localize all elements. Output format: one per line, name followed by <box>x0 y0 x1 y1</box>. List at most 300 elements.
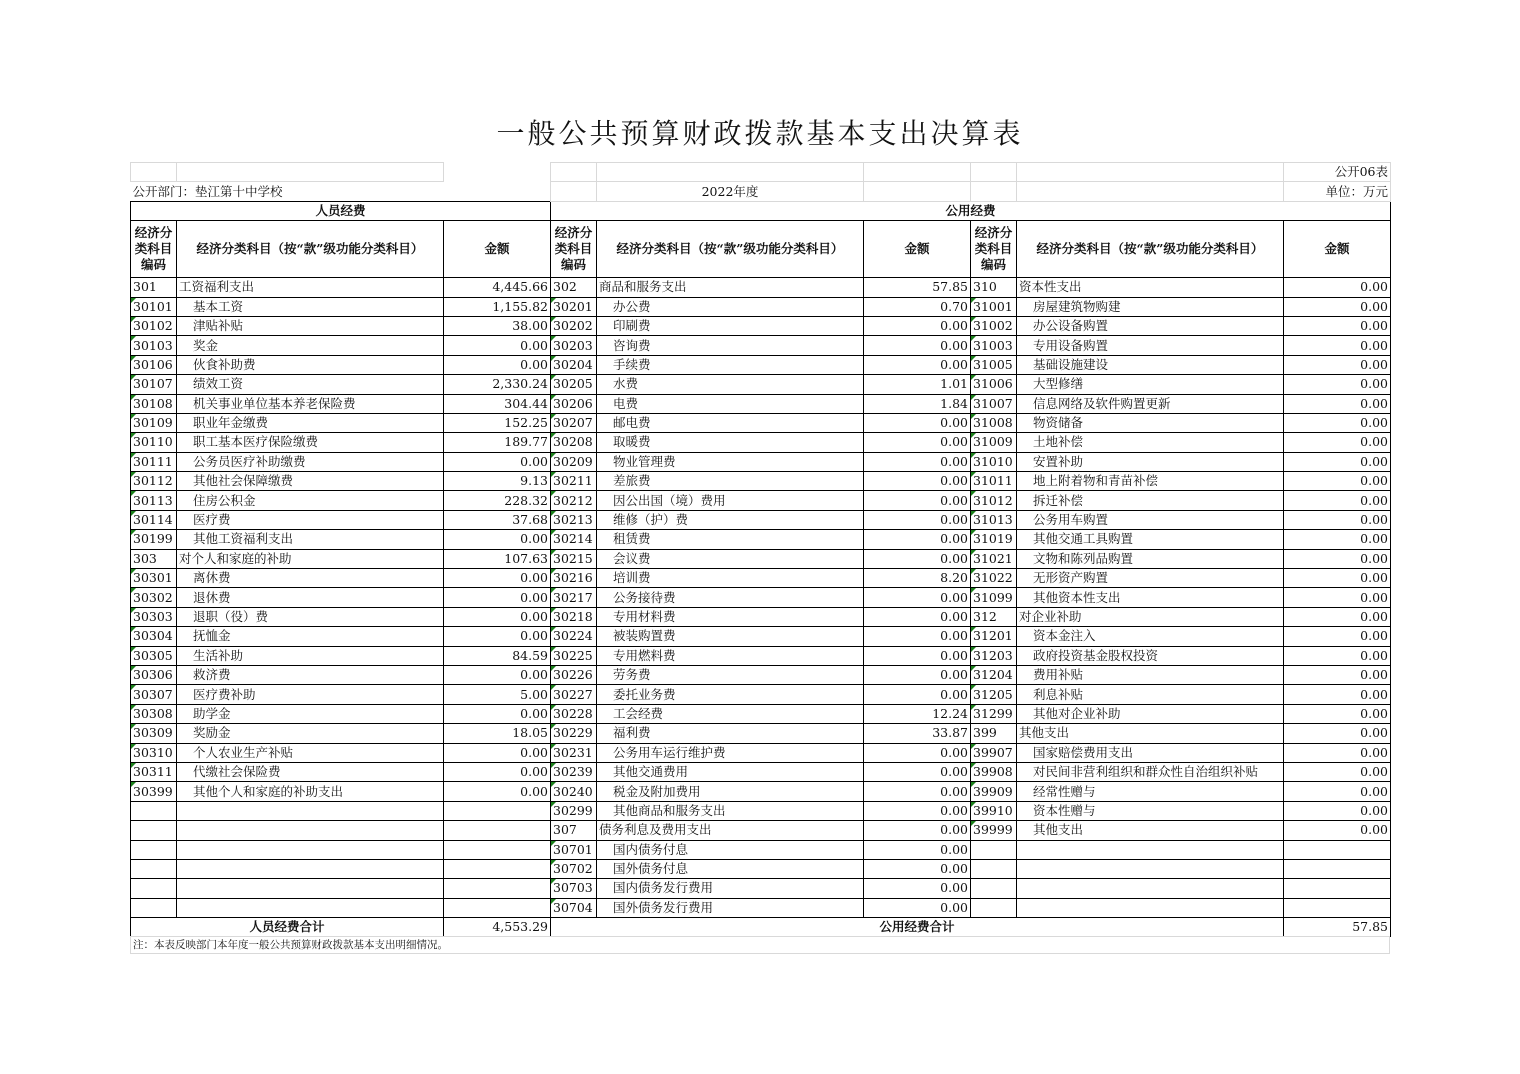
item-name: 基本工资 <box>177 297 444 316</box>
table-row <box>131 472 1391 491</box>
item-amount <box>444 821 551 840</box>
item-code: 30307 <box>131 685 177 704</box>
item-code: 31008 <box>971 413 1017 432</box>
item-code <box>131 840 177 859</box>
item-amount <box>444 859 551 878</box>
item-name: 专用燃料费 <box>597 646 864 665</box>
item-amount: 0.00 <box>864 472 971 491</box>
item-code: 31005 <box>971 355 1017 374</box>
item-name <box>1017 840 1284 859</box>
item-code: 30202 <box>551 316 597 335</box>
item-code: 30229 <box>551 724 597 743</box>
item-amount: 0.00 <box>1284 336 1391 355</box>
item-name: 委托业务费 <box>597 685 864 704</box>
table-row <box>131 491 1391 510</box>
item-name: 生活补助 <box>177 646 444 665</box>
item-amount: 0.00 <box>1284 491 1391 510</box>
item-code: 39909 <box>971 782 1017 801</box>
item-name: 物业管理费 <box>597 452 864 471</box>
item-amount: 37.68 <box>444 510 551 529</box>
item-amount: 0.00 <box>864 413 971 432</box>
item-amount: 0.00 <box>1284 355 1391 374</box>
item-name: 代缴社会保险费 <box>177 762 444 781</box>
table-row <box>131 627 1391 646</box>
name-header: 经济分类科目（按“款”级功能分类科目） <box>597 221 864 278</box>
expenditure-table <box>130 162 1391 937</box>
item-amount: 12.24 <box>864 704 971 723</box>
item-code: 30703 <box>551 879 597 898</box>
item-name: 债务利息及费用支出 <box>597 821 864 840</box>
item-code: 310 <box>971 278 1017 297</box>
item-amount: 0.00 <box>1284 607 1391 626</box>
item-name: 费用补贴 <box>1017 665 1284 684</box>
item-code: 30309 <box>131 724 177 743</box>
item-code: 30305 <box>131 646 177 665</box>
item-amount: 0.00 <box>1284 782 1391 801</box>
item-code: 39910 <box>971 801 1017 820</box>
item-name: 住房公积金 <box>177 491 444 510</box>
item-name: 个人农业生产补贴 <box>177 743 444 762</box>
item-code: 31019 <box>971 530 1017 549</box>
footnote: 注：本表反映部门本年度一般公共预算财政拨款基本支出明细情况。 <box>130 936 1390 954</box>
unit-label: 单位：万元 <box>1284 182 1391 201</box>
item-name: 因公出国（境）费用 <box>597 491 864 510</box>
item-name: 工资福利支出 <box>177 278 444 297</box>
item-name: 国外债务付息 <box>597 859 864 878</box>
item-code: 30216 <box>551 569 597 588</box>
item-amount: 0.00 <box>1284 588 1391 607</box>
item-code: 30217 <box>551 588 597 607</box>
item-amount: 9.13 <box>444 472 551 491</box>
item-code: 30224 <box>551 627 597 646</box>
item-code: 30111 <box>131 452 177 471</box>
item-code: 30106 <box>131 355 177 374</box>
item-name: 其他对企业补助 <box>1017 704 1284 723</box>
item-code <box>971 879 1017 898</box>
table-row <box>131 724 1391 743</box>
table-row <box>131 549 1391 568</box>
item-amount: 0.00 <box>444 704 551 723</box>
item-amount: 0.00 <box>1284 665 1391 684</box>
item-name: 拆迁补偿 <box>1017 491 1284 510</box>
item-amount: 0.00 <box>864 665 971 684</box>
item-name: 劳务费 <box>597 665 864 684</box>
item-code: 30399 <box>131 782 177 801</box>
item-amount: 0.00 <box>864 782 971 801</box>
table-row <box>131 898 1391 917</box>
item-name: 邮电费 <box>597 413 864 432</box>
code-header: 经济分类科目编码 <box>551 221 597 278</box>
item-code: 39999 <box>971 821 1017 840</box>
item-code: 30231 <box>551 743 597 762</box>
item-code: 31021 <box>971 549 1017 568</box>
item-amount: 0.00 <box>1284 627 1391 646</box>
item-name: 大型修缮 <box>1017 375 1284 394</box>
table-row <box>131 782 1391 801</box>
item-code: 31204 <box>971 665 1017 684</box>
item-code: 30112 <box>131 472 177 491</box>
table-row <box>131 355 1391 374</box>
table-row <box>131 452 1391 471</box>
item-name: 其他交通费用 <box>597 762 864 781</box>
item-amount: 0.00 <box>864 491 971 510</box>
item-amount <box>1284 898 1391 917</box>
item-name: 抚恤金 <box>177 627 444 646</box>
item-amount: 0.00 <box>864 859 971 878</box>
item-amount: 0.00 <box>864 336 971 355</box>
item-name: 手续费 <box>597 355 864 374</box>
item-amount: 0.00 <box>1284 821 1391 840</box>
item-amount: 4,445.66 <box>444 278 551 297</box>
item-amount: 0.00 <box>444 743 551 762</box>
item-name: 公务用车运行维护费 <box>597 743 864 762</box>
item-name: 安置补助 <box>1017 452 1284 471</box>
item-amount: 0.00 <box>1284 724 1391 743</box>
item-amount: 0.00 <box>864 627 971 646</box>
item-name: 会议费 <box>597 549 864 568</box>
table-row <box>131 588 1391 607</box>
item-code: 30101 <box>131 297 177 316</box>
item-name: 房屋建筑物购建 <box>1017 297 1284 316</box>
item-code: 31003 <box>971 336 1017 355</box>
item-code: 31009 <box>971 433 1017 452</box>
item-name: 津贴补贴 <box>177 316 444 335</box>
personnel-total-label: 人员经费合计 <box>131 918 444 937</box>
item-amount: 0.00 <box>1284 394 1391 413</box>
item-code: 30299 <box>551 801 597 820</box>
table-row <box>131 297 1391 316</box>
item-code: 30103 <box>131 336 177 355</box>
item-name: 利息补贴 <box>1017 685 1284 704</box>
item-amount: 0.00 <box>1284 569 1391 588</box>
item-code: 30304 <box>131 627 177 646</box>
item-name: 信息网络及软件购置更新 <box>1017 394 1284 413</box>
item-code: 31203 <box>971 646 1017 665</box>
item-amount: 0.00 <box>1284 685 1391 704</box>
item-amount <box>444 879 551 898</box>
item-name: 被装购置费 <box>597 627 864 646</box>
item-code: 303 <box>131 549 177 568</box>
item-code: 30206 <box>551 394 597 413</box>
public-total-value: 57.85 <box>1284 918 1391 937</box>
item-name: 文物和陈列品购置 <box>1017 549 1284 568</box>
item-name: 资本性赠与 <box>1017 801 1284 820</box>
item-amount: 0.00 <box>864 646 971 665</box>
item-code: 30239 <box>551 762 597 781</box>
item-amount: 0.00 <box>864 588 971 607</box>
item-name: 国家赔偿费用支出 <box>1017 743 1284 762</box>
item-code: 39908 <box>971 762 1017 781</box>
item-name: 土地补偿 <box>1017 433 1284 452</box>
item-code: 30204 <box>551 355 597 374</box>
item-name: 专用设备购置 <box>1017 336 1284 355</box>
item-name: 其他工资福利支出 <box>177 530 444 549</box>
item-amount: 38.00 <box>444 316 551 335</box>
item-code: 312 <box>971 607 1017 626</box>
item-amount: 2,330.24 <box>444 375 551 394</box>
item-name: 公务员医疗补助缴费 <box>177 452 444 471</box>
item-name: 机关事业单位基本养老保险费 <box>177 394 444 413</box>
table-row <box>131 665 1391 684</box>
item-amount: 0.00 <box>444 762 551 781</box>
item-amount: 0.00 <box>864 898 971 917</box>
item-name: 职工基本医疗保险缴费 <box>177 433 444 452</box>
item-code: 301 <box>131 278 177 297</box>
item-code: 30227 <box>551 685 597 704</box>
item-code: 31299 <box>971 704 1017 723</box>
item-code: 30203 <box>551 336 597 355</box>
item-amount <box>444 801 551 820</box>
table-row <box>131 278 1391 297</box>
item-code: 31099 <box>971 588 1017 607</box>
item-code: 30199 <box>131 530 177 549</box>
item-amount: 18.05 <box>444 724 551 743</box>
column-header-row <box>131 221 1391 278</box>
name-header: 经济分类科目（按“款”级功能分类科目） <box>177 221 444 278</box>
item-name: 职业年金缴费 <box>177 413 444 432</box>
table-row <box>131 685 1391 704</box>
item-code: 30218 <box>551 607 597 626</box>
table-row <box>131 394 1391 413</box>
item-code: 30701 <box>551 840 597 859</box>
totals-row <box>131 918 1391 937</box>
item-name: 伙食补助费 <box>177 355 444 374</box>
table-row <box>131 530 1391 549</box>
item-amount: 0.00 <box>1284 510 1391 529</box>
table-row <box>131 569 1391 588</box>
form-number: 公开06表 <box>1284 163 1391 182</box>
item-amount: 0.00 <box>864 452 971 471</box>
table-row <box>131 821 1391 840</box>
item-code: 30702 <box>551 859 597 878</box>
item-amount: 0.00 <box>444 452 551 471</box>
name-header: 经济分类科目（按“款”级功能分类科目） <box>1017 221 1284 278</box>
item-amount: 0.00 <box>864 549 971 568</box>
amount-header: 金额 <box>864 221 971 278</box>
item-code <box>971 840 1017 859</box>
item-name: 印刷费 <box>597 316 864 335</box>
item-name: 公务接待费 <box>597 588 864 607</box>
item-name: 救济费 <box>177 665 444 684</box>
item-code: 30201 <box>551 297 597 316</box>
item-name: 商品和服务支出 <box>597 278 864 297</box>
item-amount: 0.00 <box>1284 472 1391 491</box>
item-amount: 0.00 <box>1284 413 1391 432</box>
item-name: 国内债务发行费用 <box>597 879 864 898</box>
item-amount: 0.00 <box>864 743 971 762</box>
item-amount: 0.00 <box>1284 549 1391 568</box>
item-name: 租赁费 <box>597 530 864 549</box>
item-code: 30205 <box>551 375 597 394</box>
item-amount: 0.00 <box>444 569 551 588</box>
item-amount: 57.85 <box>864 278 971 297</box>
item-amount: 0.00 <box>864 821 971 840</box>
item-code <box>131 821 177 840</box>
item-amount: 0.00 <box>444 607 551 626</box>
item-name: 医疗费补助 <box>177 685 444 704</box>
item-code: 31006 <box>971 375 1017 394</box>
item-amount: 107.63 <box>444 549 551 568</box>
item-name: 税金及附加费用 <box>597 782 864 801</box>
item-name: 其他个人和家庭的补助支出 <box>177 782 444 801</box>
item-name: 其他支出 <box>1017 821 1284 840</box>
item-code: 31007 <box>971 394 1017 413</box>
item-code: 30301 <box>131 569 177 588</box>
item-code: 30207 <box>551 413 597 432</box>
item-amount: 228.32 <box>444 491 551 510</box>
item-name: 奖励金 <box>177 724 444 743</box>
item-amount <box>444 840 551 859</box>
item-name: 其他社会保障缴费 <box>177 472 444 491</box>
department-label: 公开部门：垫江第十中学校 <box>132 183 283 199</box>
item-name <box>177 859 444 878</box>
amount-header: 金额 <box>1284 221 1391 278</box>
table-row <box>131 840 1391 859</box>
item-amount: 0.00 <box>864 801 971 820</box>
fiscal-year: 2022年度 <box>597 182 864 201</box>
item-code: 399 <box>971 724 1017 743</box>
page-title: 一般公共预算财政拨款基本支出决算表 <box>496 117 1024 150</box>
item-name <box>177 821 444 840</box>
item-name <box>177 879 444 898</box>
item-amount: 0.00 <box>864 840 971 859</box>
item-amount: 84.59 <box>444 646 551 665</box>
item-name <box>177 898 444 917</box>
item-code: 30303 <box>131 607 177 626</box>
item-name: 助学金 <box>177 704 444 723</box>
item-amount: 0.00 <box>1284 316 1391 335</box>
item-name <box>177 801 444 820</box>
item-name: 其他交通工具购置 <box>1017 530 1284 549</box>
item-amount: 0.00 <box>444 665 551 684</box>
item-amount: 0.00 <box>1284 452 1391 471</box>
item-code: 30211 <box>551 472 597 491</box>
item-code <box>131 801 177 820</box>
item-code: 30209 <box>551 452 597 471</box>
item-amount: 8.20 <box>864 569 971 588</box>
item-code: 30113 <box>131 491 177 510</box>
item-code <box>971 859 1017 878</box>
item-code: 30110 <box>131 433 177 452</box>
item-name: 资本性支出 <box>1017 278 1284 297</box>
item-name: 福利费 <box>597 724 864 743</box>
item-name: 专用材料费 <box>597 607 864 626</box>
table-row <box>131 879 1391 898</box>
table-row <box>131 510 1391 529</box>
item-name <box>177 840 444 859</box>
item-amount: 0.00 <box>1284 375 1391 394</box>
table-row <box>131 316 1391 335</box>
item-name: 对民间非营利组织和群众性自治组织补贴 <box>1017 762 1284 781</box>
item-name: 对企业补助 <box>1017 607 1284 626</box>
item-name: 差旅费 <box>597 472 864 491</box>
item-code: 30114 <box>131 510 177 529</box>
item-amount: 0.00 <box>864 607 971 626</box>
item-amount <box>1284 859 1391 878</box>
item-amount <box>444 898 551 917</box>
item-name: 电费 <box>597 394 864 413</box>
personnel-total-value: 4,553.29 <box>444 918 551 937</box>
form-number-row <box>131 163 1391 182</box>
item-amount: 0.00 <box>864 685 971 704</box>
meta-row <box>131 182 1391 201</box>
item-amount: 0.00 <box>444 588 551 607</box>
item-amount: 152.25 <box>444 413 551 432</box>
item-name: 医疗费 <box>177 510 444 529</box>
item-amount: 0.00 <box>864 879 971 898</box>
table-row <box>131 646 1391 665</box>
item-name: 资本金注入 <box>1017 627 1284 646</box>
item-name: 咨询费 <box>597 336 864 355</box>
item-amount: 33.87 <box>864 724 971 743</box>
item-code: 30240 <box>551 782 597 801</box>
amount-header: 金额 <box>444 221 551 278</box>
public-section-header: 公用经费 <box>551 201 1391 220</box>
item-code <box>131 898 177 917</box>
item-code: 30212 <box>551 491 597 510</box>
item-code: 30215 <box>551 549 597 568</box>
item-name: 经常性赠与 <box>1017 782 1284 801</box>
item-code: 39907 <box>971 743 1017 762</box>
item-amount: 0.00 <box>1284 801 1391 820</box>
item-name: 对个人和家庭的补助 <box>177 549 444 568</box>
item-code: 30704 <box>551 898 597 917</box>
item-name: 无形资产购置 <box>1017 569 1284 588</box>
table-row <box>131 762 1391 781</box>
item-name: 国外债务发行费用 <box>597 898 864 917</box>
item-code: 307 <box>551 821 597 840</box>
table-row <box>131 336 1391 355</box>
item-amount: 0.00 <box>1284 762 1391 781</box>
table-row <box>131 375 1391 394</box>
code-header: 经济分类科目编码 <box>971 221 1017 278</box>
table-row <box>131 859 1391 878</box>
item-code: 30311 <box>131 762 177 781</box>
item-name: 工会经费 <box>597 704 864 723</box>
item-amount: 0.00 <box>864 530 971 549</box>
item-name <box>1017 859 1284 878</box>
item-code: 31012 <box>971 491 1017 510</box>
item-code: 30225 <box>551 646 597 665</box>
item-amount: 0.00 <box>1284 704 1391 723</box>
item-code: 30213 <box>551 510 597 529</box>
item-code <box>131 879 177 898</box>
item-code: 30308 <box>131 704 177 723</box>
item-name: 基础设施建设 <box>1017 355 1284 374</box>
item-code: 31010 <box>971 452 1017 471</box>
item-name: 地上附着物和青苗补偿 <box>1017 472 1284 491</box>
item-name: 公务用车购置 <box>1017 510 1284 529</box>
table-row <box>131 743 1391 762</box>
item-name: 维修（护）费 <box>597 510 864 529</box>
item-code: 30302 <box>131 588 177 607</box>
table-row <box>131 413 1391 432</box>
item-code: 30306 <box>131 665 177 684</box>
item-name: 培训费 <box>597 569 864 588</box>
item-amount: 5.00 <box>444 685 551 704</box>
item-name: 退职（役）费 <box>177 607 444 626</box>
item-code: 31002 <box>971 316 1017 335</box>
item-name: 取暖费 <box>597 433 864 452</box>
item-amount: 0.00 <box>444 336 551 355</box>
item-code: 30226 <box>551 665 597 684</box>
item-code: 31201 <box>971 627 1017 646</box>
item-amount: 0.00 <box>864 433 971 452</box>
item-name: 绩效工资 <box>177 375 444 394</box>
item-name: 退休费 <box>177 588 444 607</box>
item-amount: 0.00 <box>864 316 971 335</box>
item-name: 办公费 <box>597 297 864 316</box>
